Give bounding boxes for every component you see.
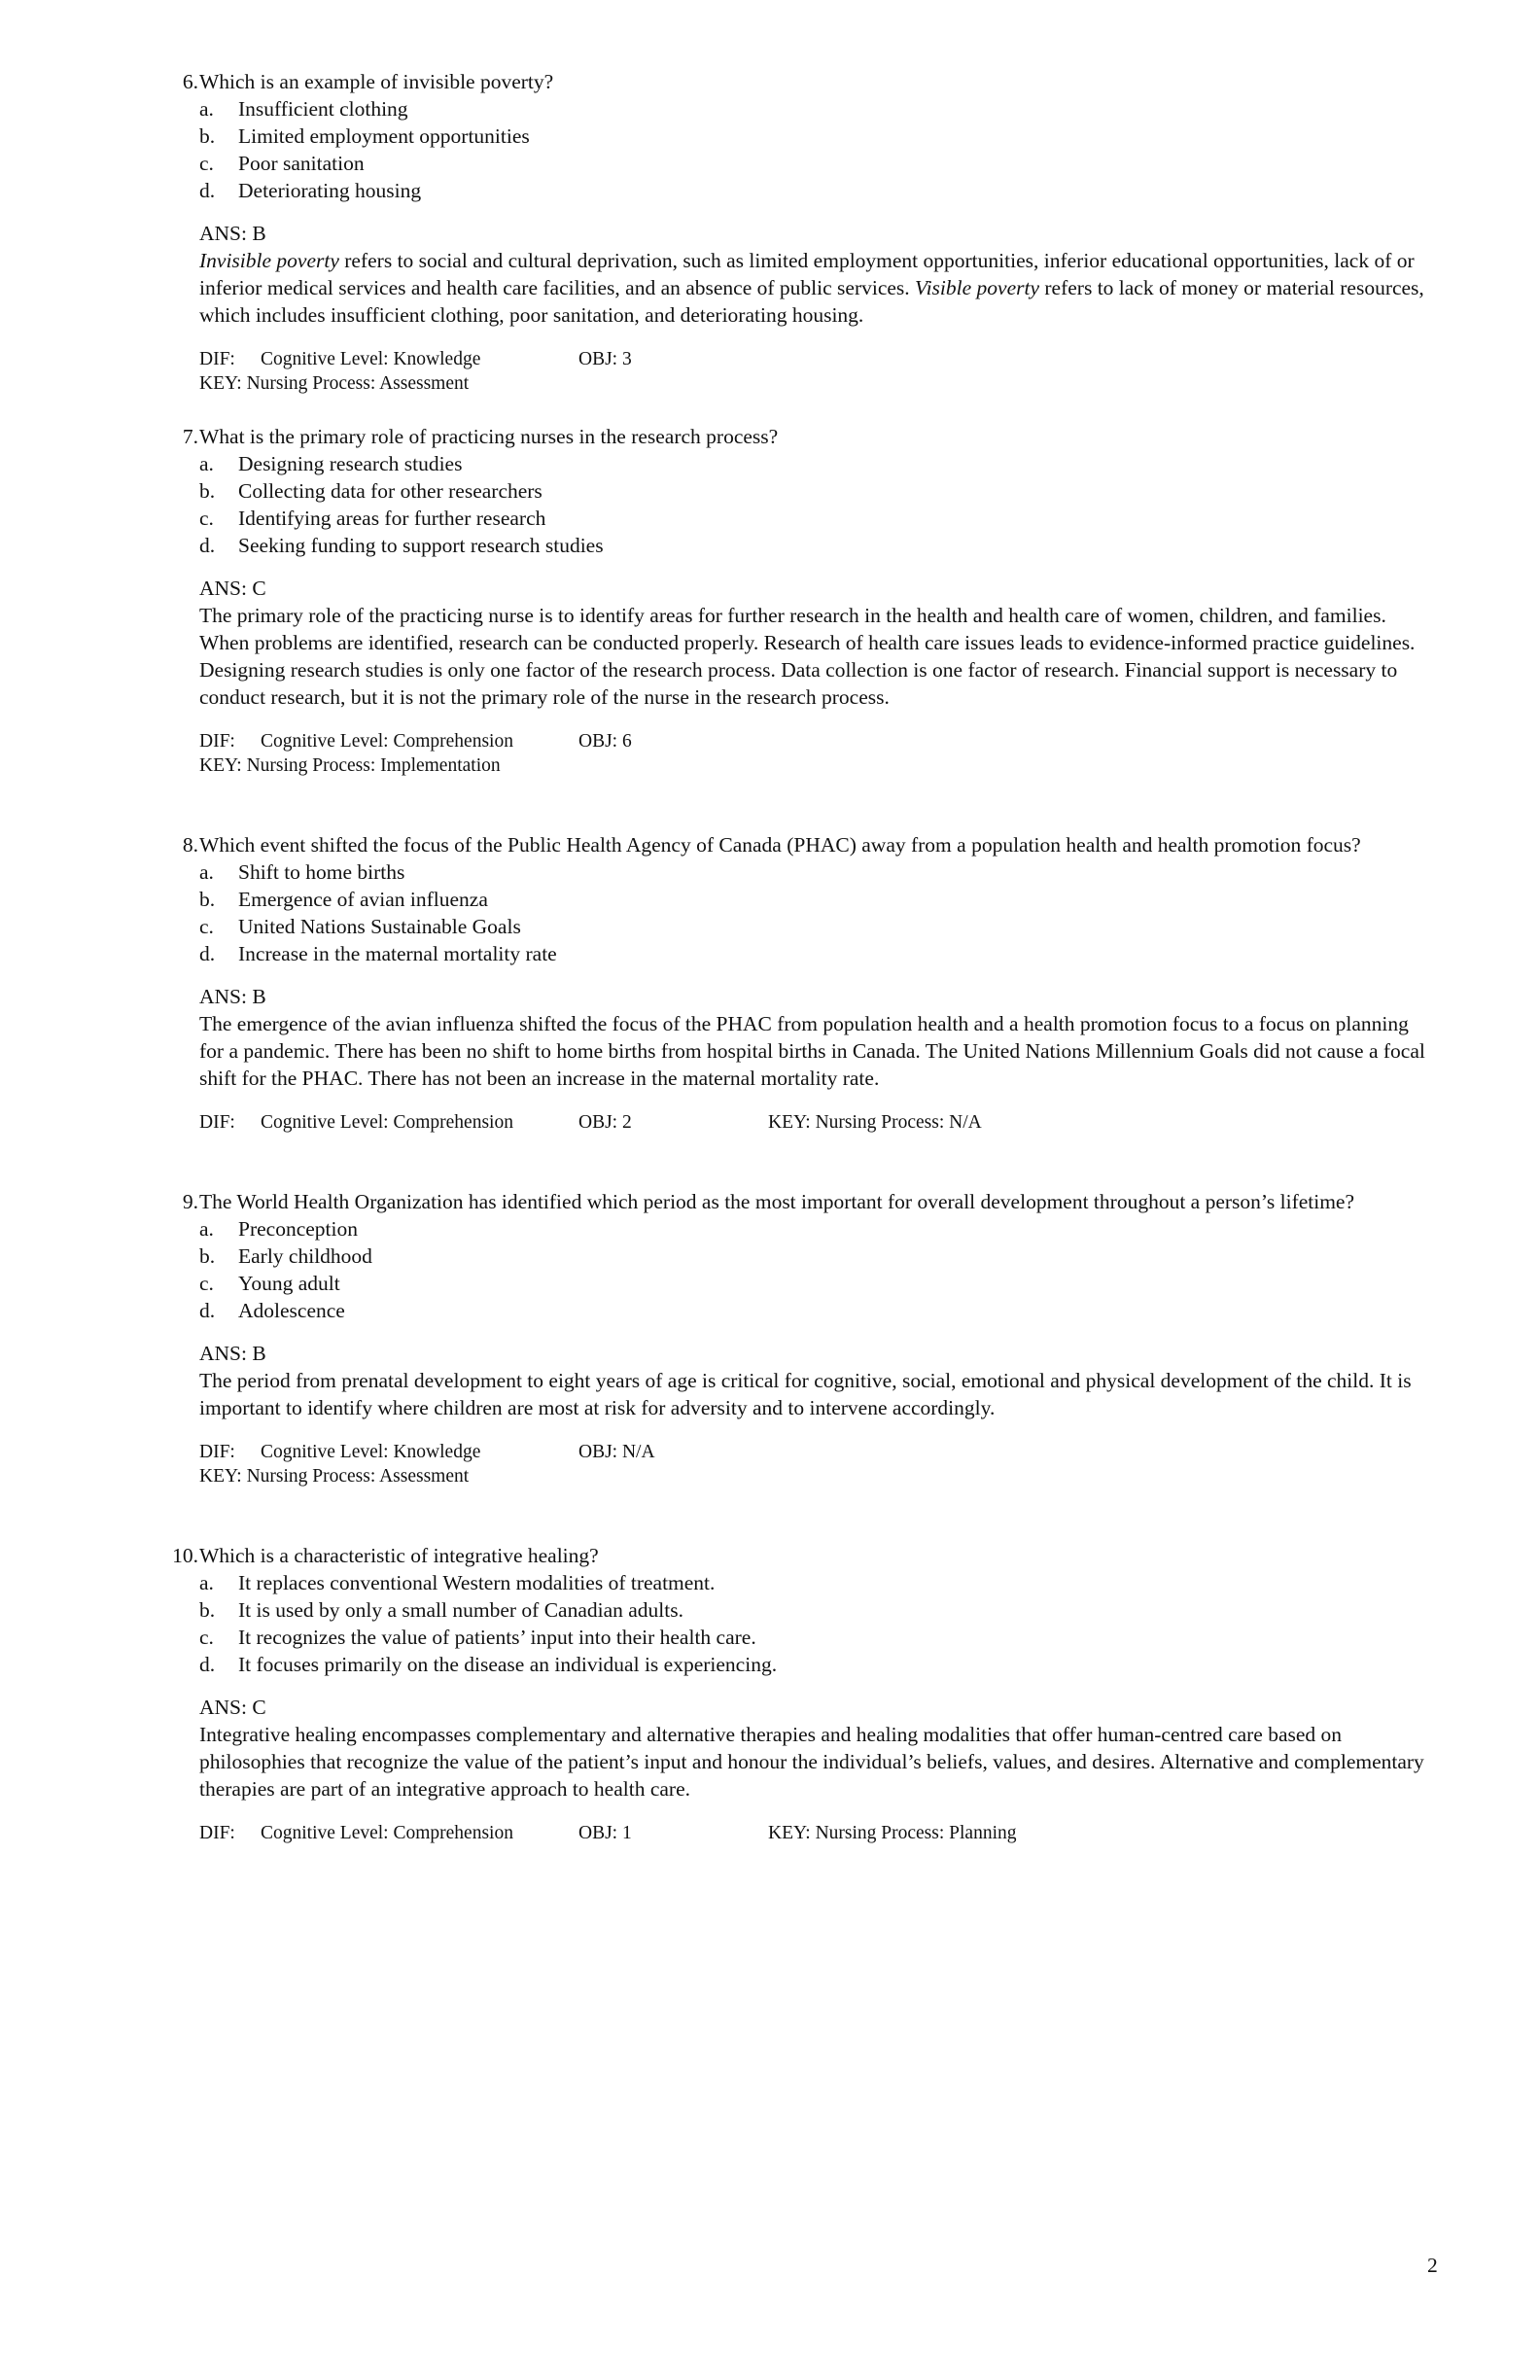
option-c [199,1270,1429,1297]
rationale-term: Invisible poverty [199,249,339,272]
option-d [199,1297,1429,1324]
option-letter: c. [199,1626,214,1649]
option-d [199,177,1429,204]
question-text: What is the primary role of practicing nurses in the research process? [199,425,779,448]
answer-options [199,858,1429,967]
option-text: Emergence of avian influenza [238,888,488,911]
question-text: Which event shifted the focus of the Public Health Agency of Canada (PHAC) away from a population health and health promotion focus? [199,833,1361,857]
rationale-text: The emergence of the avian influenza shifted the focus of the PHAC from population health and a health promotion focus to a focus on planning for a pandemic. There has been no shift to home births from hospital births in Canada. The United Nations Millennium Goals did not cause a focal shift for the PHAC. There has not been an increase in the maternal mortality rate. [199,1012,1425,1090]
option-d [199,532,1429,559]
option-letter: a. [199,860,214,884]
rationale-text: refers to lack of money or material resources, which includes insufficient clothing, poor sanitation, and deteriorating housing. [199,276,1424,327]
answer-key: ANS: B [199,985,266,1008]
question-number: 10. [172,1544,198,1567]
rationale [199,1367,1429,1421]
option-letter: a. [199,1217,214,1241]
meta-row [199,753,1429,778]
question-number: 7. [182,425,198,448]
question-number: 8. [182,833,198,857]
option-letter: d. [199,534,216,557]
option-text: Adolescence [238,1299,345,1322]
option-a [199,1569,1429,1596]
question-metadata [199,1440,1429,1488]
rationale-text: The period from prenatal development to eight years of age is critical for cognitive, social, emotional and physical development of the child. It is important to identify where children are most at risk for adversity and to intervene accordingly. [199,1369,1412,1419]
rationale [199,247,1429,329]
answer-key: ANS: C [199,1696,266,1719]
meta-row [199,1464,1429,1488]
key-value: KEY: Nursing Process: Assessment [199,1466,470,1487]
option-text: Increase in the maternal mortality rate [238,942,557,965]
question-number: 6. [182,70,198,93]
page-number: 2 [1427,2254,1438,2277]
answer-options [199,95,1429,204]
obj-value: OBJ: N/A [578,1442,655,1462]
answer-key: ANS: C [199,577,266,600]
dif-value: Cognitive Level: Knowledge [261,1442,481,1462]
meta-row [199,729,1429,753]
option-letter: c. [199,152,214,175]
option-text: Collecting data for other researchers [238,479,542,503]
option-text: Poor sanitation [238,152,365,175]
option-text: Early childhood [238,1244,372,1268]
option-text: United Nations Sustainable Goals [238,915,521,938]
dif-value: Cognitive Level: Comprehension [261,731,513,752]
dif-value: Cognitive Level: Comprehension [261,1823,513,1843]
option-a [199,858,1429,886]
meta-row [199,347,1429,371]
key-value: KEY: Nursing Process: Planning [768,1823,1017,1843]
answer-key: ANS: B [199,222,266,245]
obj-value: OBJ: 6 [578,731,632,752]
rationale-text: Integrative healing encompasses complementary and alternative therapies and healing modalities that offer human-centred care based on philosophies that recognize the value of the patient’s input and honour the individual’s beliefs, values, and desires. Alternative and complementary therapies are part of an integrative approach to health care. [199,1723,1424,1801]
question-9 [156,1188,1429,1488]
option-b [199,886,1429,913]
dif-label: DIF: [199,1112,235,1133]
option-letter: d. [199,179,216,202]
option-d [199,940,1429,967]
question-text: The World Health Organization has identified which period as the most important for overall development throughout a person’s lifetime? [199,1190,1355,1213]
option-letter: c. [199,915,214,938]
key-value: KEY: Nursing Process: Implementation [199,755,501,776]
option-text: It replaces conventional Western modalities of treatment. [238,1571,716,1594]
question-metadata [199,729,1429,778]
meta-row [199,1110,1429,1135]
question-metadata [199,1110,1429,1135]
dif-value: Cognitive Level: Comprehension [261,1112,513,1133]
question-text: Which is a characteristic of integrative healing? [199,1544,599,1567]
question-metadata [199,1821,1429,1845]
question-text: Which is an example of invisible poverty? [199,70,554,93]
option-b [199,122,1429,150]
rationale [199,602,1429,711]
rationale [199,1010,1429,1092]
option-text: It focuses primarily on the disease an individual is experiencing. [238,1653,778,1676]
question-10 [156,1542,1429,1845]
meta-row [199,1440,1429,1464]
option-text: Insufficient clothing [238,97,408,121]
option-text: Identifying areas for further research [238,507,546,530]
dif-label: DIF: [199,1442,235,1462]
question-metadata [199,347,1429,396]
question-7 [156,423,1429,778]
option-text: Preconception [238,1217,358,1241]
option-a [199,450,1429,477]
option-letter: b. [199,479,216,503]
option-b [199,1596,1429,1624]
question-6 [156,68,1429,396]
answer-options [199,1569,1429,1678]
rationale [199,1721,1429,1802]
option-c [199,1624,1429,1651]
option-text: It recognizes the value of patients’ input into their health care. [238,1626,756,1649]
option-letter: d. [199,1653,216,1676]
meta-row [199,1821,1429,1845]
option-c [199,150,1429,177]
rationale-text: The primary role of the practicing nurse is to identify areas for further research in the health and health care of women, children, and families. When problems are identified, research can be conducted properly. Research of health care issues leads to evidence-informed practice guidelines. Designing research studies is only one factor of the research process. Data collection is one factor of research. Financial support is necessary to conduct research, but it is not the primary role of the nurse in the research process. [199,604,1416,709]
meta-row [199,371,1429,396]
option-letter: d. [199,1299,216,1322]
answer-key: ANS: B [199,1342,266,1365]
option-c [199,913,1429,940]
obj-value: OBJ: 1 [578,1823,632,1843]
key-value: KEY: Nursing Process: N/A [768,1112,982,1133]
question-8 [156,831,1429,1135]
option-c [199,505,1429,532]
rationale-text: refers to social and cultural deprivation, such as limited employment opportunities, inferior educational opportunities, lack of or inferior medical services and health care facilities, and an absence of public services. [199,249,1415,299]
option-d [199,1651,1429,1678]
option-text: Shift to home births [238,860,405,884]
option-text: Designing research studies [238,452,463,475]
option-letter: c. [199,507,214,530]
obj-value: OBJ: 2 [578,1112,632,1133]
key-value: KEY: Nursing Process: Assessment [199,373,470,394]
option-text: It is used by only a small number of Canadian adults. [238,1598,683,1622]
answer-options [199,1215,1429,1324]
question-number: 9. [182,1190,198,1213]
answer-options [199,450,1429,559]
option-text: Limited employment opportunities [238,124,530,148]
option-letter: b. [199,1244,216,1268]
option-letter: b. [199,1598,216,1622]
option-letter: a. [199,452,214,475]
option-letter: b. [199,888,216,911]
option-letter: d. [199,942,216,965]
option-a [199,95,1429,122]
option-b [199,1242,1429,1270]
obj-value: OBJ: 3 [578,349,632,369]
rationale-term: Visible poverty [915,276,1040,299]
option-letter: a. [199,97,214,121]
dif-label: DIF: [199,731,235,752]
option-text: Deteriorating housing [238,179,422,202]
option-letter: a. [199,1571,214,1594]
dif-label: DIF: [199,1823,235,1843]
dif-label: DIF: [199,349,235,369]
option-text: Young adult [238,1272,340,1295]
dif-value: Cognitive Level: Knowledge [261,349,481,369]
option-a [199,1215,1429,1242]
option-letter: c. [199,1272,214,1295]
option-b [199,477,1429,505]
option-text: Seeking funding to support research studies [238,534,604,557]
option-letter: b. [199,124,216,148]
